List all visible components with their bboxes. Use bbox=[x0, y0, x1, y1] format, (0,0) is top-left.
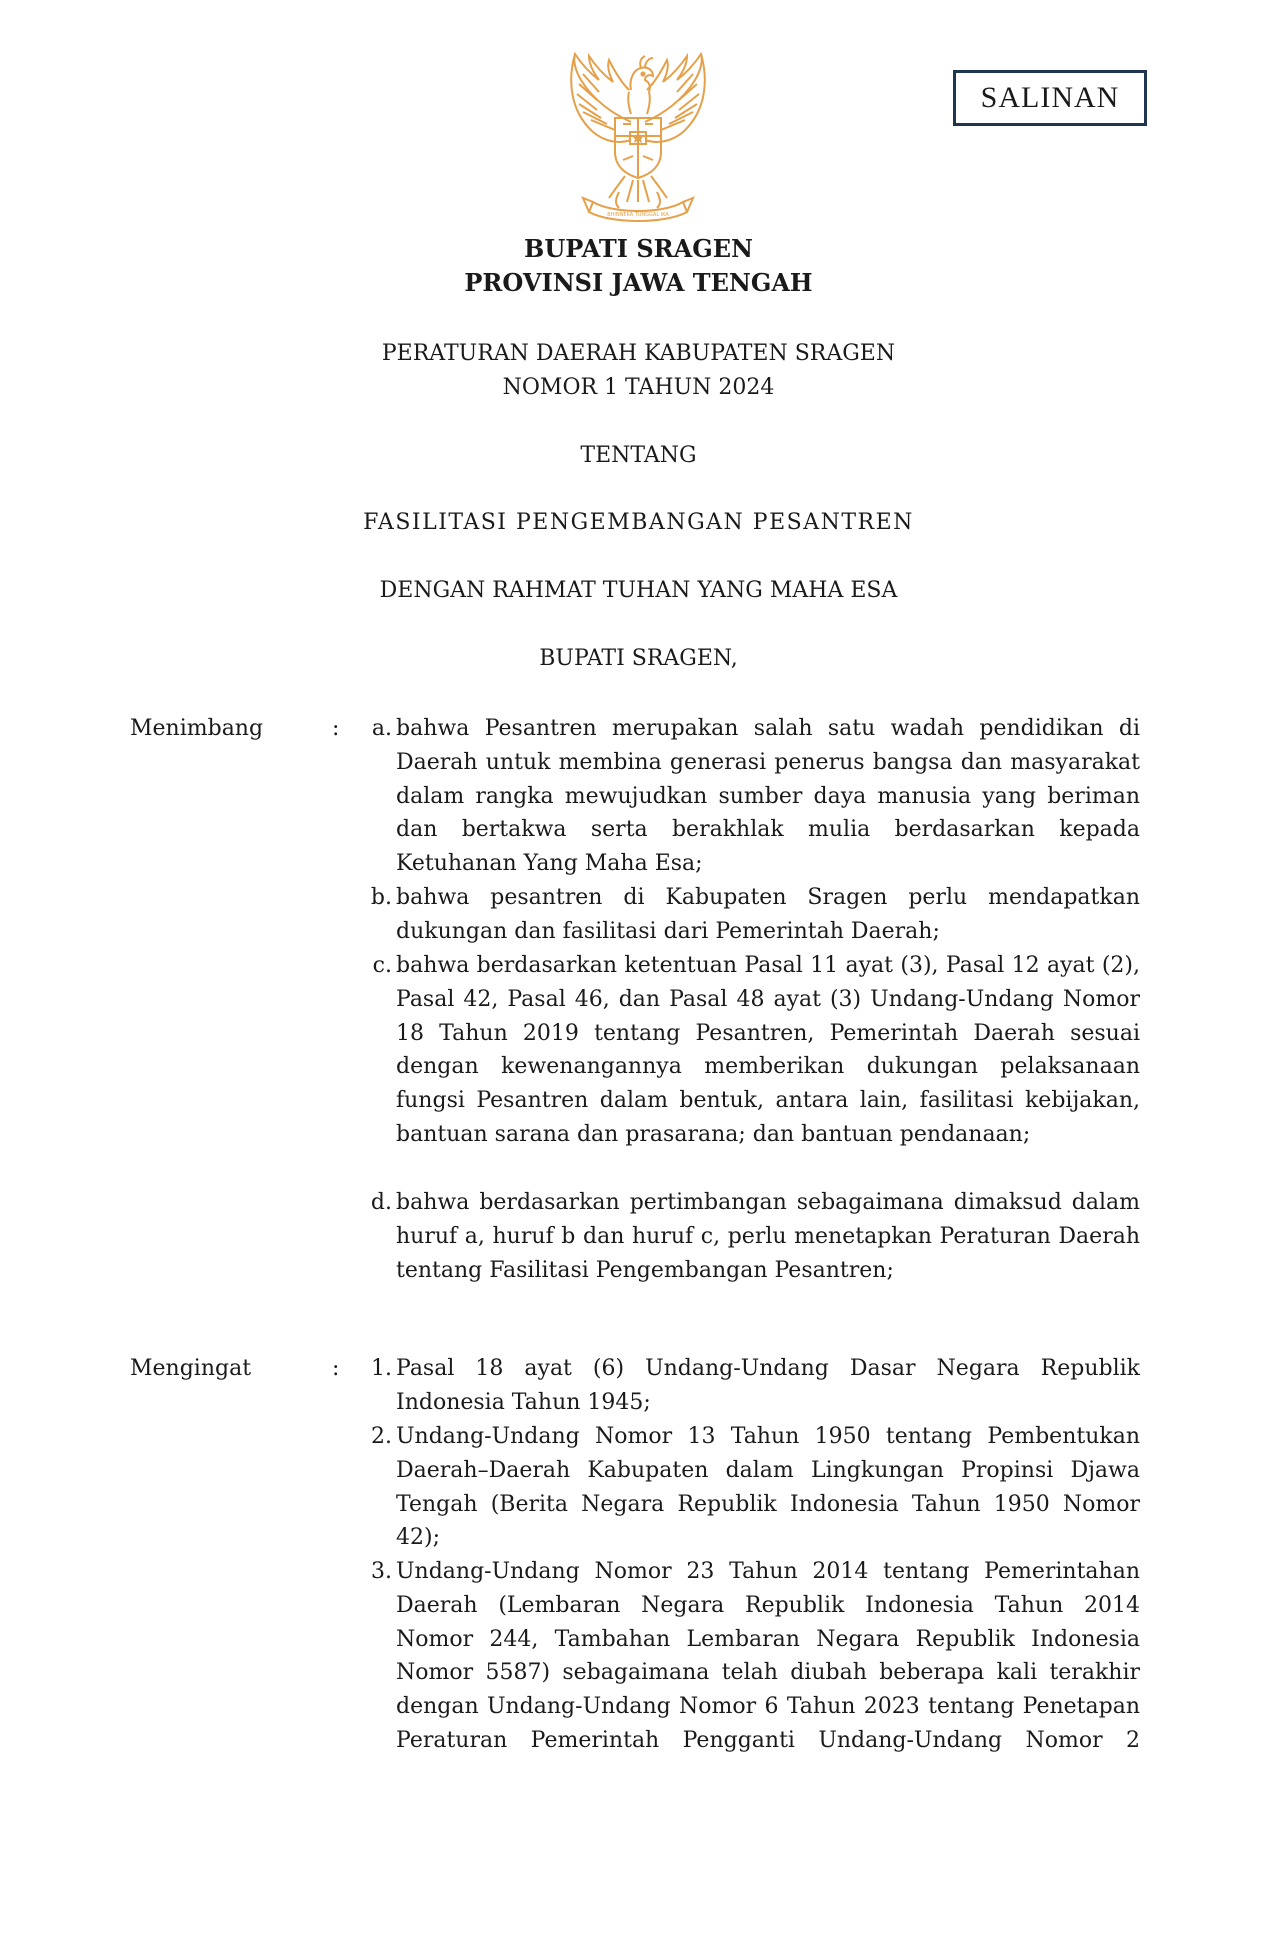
salinan-label: SALINAN bbox=[980, 81, 1120, 114]
menimbang-label: Menimbang bbox=[130, 716, 264, 741]
item-marker: b. bbox=[370, 885, 392, 910]
about-heading: TENTANG bbox=[580, 443, 697, 468]
enactor: BUPATI SRAGEN, bbox=[539, 646, 738, 671]
regulation-title: PERATURAN DAERAH KABUPATEN SRAGEN bbox=[381, 341, 896, 366]
item-text: Undang-Undang Nomor 13 Tahun 1950 tentang Pembentukan Daerah–Daerah Kabupaten dalam Lingkungan Propinsi Djawa Tengah (Berita Negara Republik Indonesia Tahun 1950 Nomor 42); bbox=[396, 1424, 1140, 1551]
item-text: bahwa berdasarkan ketentuan Pasal 11 ayat (3), Pasal 12 ayat (2), Pasal 42, Pasal 46, dan Pasal 48 ayat (3) Undang-Undang Nomor 18 Tahun 2019 tentang Pesantren, Pemerintah Daerah sesuai dengan kewenangannya memberikan dukungan pelaksanaan fungsi Pesantren dalam bentuk, antara lain, fasilitasi kebijakan, bantuan sarana dan prasarana; dan bantuan pendanaan; bbox=[396, 953, 1140, 1147]
province-title: PROVINSI JAWA TENGAH bbox=[464, 268, 813, 297]
item-text: bahwa berdasarkan pertimbangan sebagaimana dimaksud dalam huruf a, huruf b dan huruf c, perlu menetapkan Peraturan Daerah tentang Fasilitasi Pengembangan Pesantren; bbox=[396, 1190, 1140, 1283]
item-marker: c. bbox=[372, 953, 392, 978]
salinan-stamp bbox=[953, 70, 1147, 126]
item-text: bahwa pesantren di Kabupaten Sragen perlu mendapatkan dukungan dan fasilitasi dari Pemerintah Daerah; bbox=[396, 885, 1140, 944]
garuda-emblem-icon bbox=[553, 52, 723, 227]
authority-title: BUPATI SRAGEN bbox=[524, 234, 753, 263]
item-text: bahwa Pesantren merupakan salah satu wadah pendidikan di Daerah untuk membina generasi penerus bangsa dan masyarakat dalam rangka mewujudkan sumber daya manusia yang beriman dan bertakwa serta berakhlak mulia berdasarkan kepada Ketuhanan Yang Maha Esa; bbox=[396, 716, 1140, 877]
menimbang-item-a bbox=[350, 712, 1140, 881]
mengingat-item-1 bbox=[350, 1352, 1140, 1420]
menimbang-item-b bbox=[350, 881, 1140, 949]
menimbang-item-c bbox=[350, 949, 1140, 1152]
item-marker: a. bbox=[371, 716, 392, 741]
mengingat-label: Mengingat bbox=[130, 1356, 252, 1381]
regulation-subject: FASILITASI PENGEMBANGAN PESANTREN bbox=[363, 510, 914, 535]
item-marker: 1. bbox=[371, 1356, 392, 1381]
invocation: DENGAN RAHMAT TUHAN YANG MAHA ESA bbox=[379, 578, 898, 603]
mengingat-colon: : bbox=[332, 1356, 340, 1381]
item-text: Undang-Undang Nomor 23 Tahun 2014 tentang Pemerintahan Daerah (Lembaran Negara Republik Indonesia Tahun 2014 Nomor 244, Tambahan Lembaran Negara Republik Indonesia Nomor 5587) sebagaimana telah diubah beberapa kali terakhir dengan Undang-Undang Nomor 6 Tahun 2023 tentang Penetapan Peraturan Pemerintah Pengganti Undang-Undang Nomor 2 bbox=[396, 1559, 1140, 1753]
item-marker: d. bbox=[370, 1190, 392, 1215]
item-text: Pasal 18 ayat (6) Undang-Undang Dasar Negara Republik Indonesia Tahun 1945; bbox=[396, 1356, 1140, 1415]
menimbang-colon: : bbox=[332, 716, 340, 741]
item-marker: 2. bbox=[371, 1424, 392, 1449]
mengingat-item-3 bbox=[350, 1555, 1140, 1758]
emblem-motto: BHINNEKA TUNGGAL IKA bbox=[607, 212, 669, 218]
menimbang-item-d bbox=[350, 1186, 1140, 1287]
item-marker: 3. bbox=[371, 1559, 392, 1584]
mengingat-item-2 bbox=[350, 1420, 1140, 1555]
regulation-number: NOMOR 1 TAHUN 2024 bbox=[502, 375, 775, 400]
